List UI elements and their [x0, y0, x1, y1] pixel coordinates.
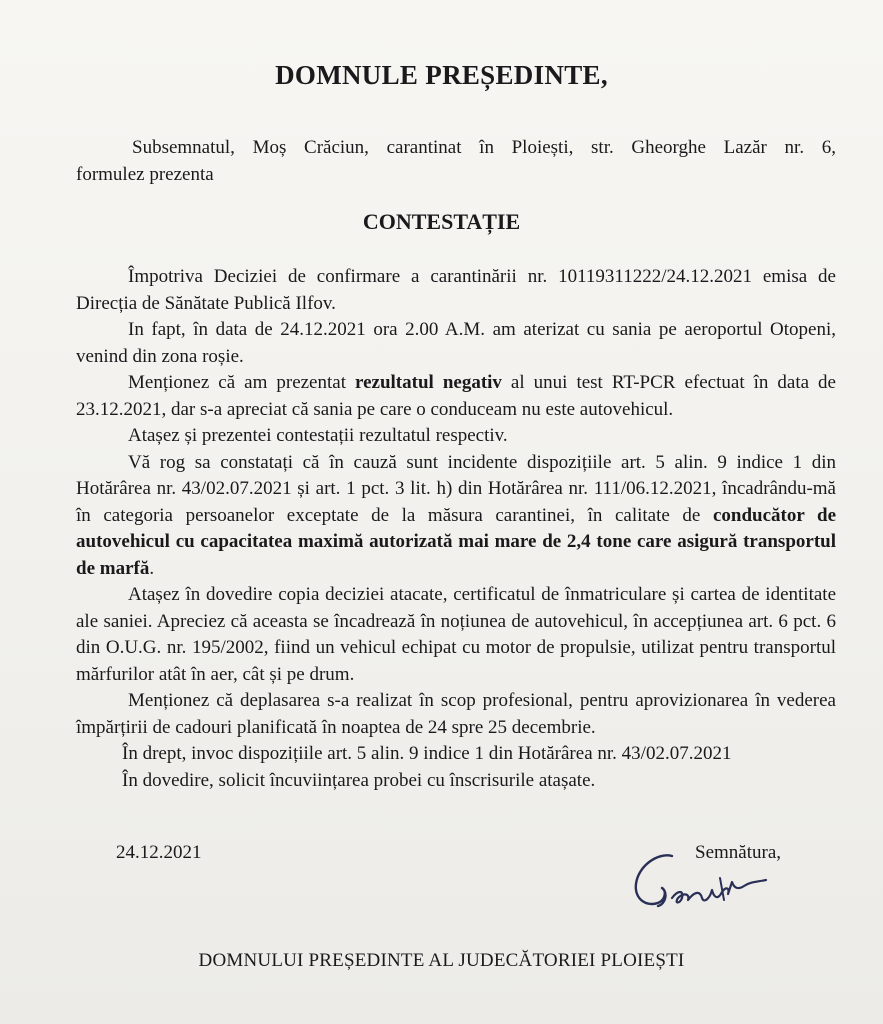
bold-negative-result: rezultatul negativ [355, 372, 502, 393]
intro-paragraph [76, 134, 836, 188]
intro-line-1: Subsemnatul, Moș Crăciun, carantinat în Ploiești, str. Gheorghe Lazăr nr. 6, [132, 137, 836, 158]
closing-addressee: DOMNULUI PREȘEDINTE AL JUDECĂTORIEI PLOIEȘTI [198, 950, 685, 971]
paragraph-law: În drept, invoc dispozițiile art. 5 alin. 9 indice 1 din Hotărârea nr. 43/02.07.2021 [122, 743, 732, 764]
document-date: 24.12.2021 [116, 842, 202, 863]
document-body [76, 264, 836, 794]
paragraph-decision: Împotriva Deciziei de confirmare a carantinării nr. 10119311222/24.12.2021 emisa de Direcția de Sănătate Publică Ilfov. [76, 266, 836, 314]
paragraph-test-result: Menționez că am prezentat rezultatul negativ al unui test RT-PCR efectuat în data de 23.12.2021, dar s-a apreciat că sania pe care o conduceam nu este autovehicul. [76, 372, 836, 420]
paragraph-facts: In fapt, în data de 24.12.2021 ora 2.00 A.M. am aterizat cu sania pe aeroportul Otopeni, venind din zona roșie. [76, 319, 836, 367]
document-title: CONTESTAȚIE [362, 209, 521, 234]
paragraph-legal-basis: Vă rog sa constatați că în cauză sunt incidente dispozițiile art. 5 alin. 9 indice 1 din Hotărârea nr. 43/02.07.2021 și art. 1 pct. 3 lit. h) din Hotărârea nr. 111/06.12.2021, încadrându-mă în categoria persoanelor exceptate de la măsura carantinei, în calitate de conducător de autovehicul cu capacitatea maximă autorizată mai mare de 2,4 tone care asigură transportul de marfă. [76, 451, 837, 579]
intro-line-2: formulez prezenta [76, 164, 214, 185]
paragraph-request: În dovedire, solicit încuviințarea probei cu înscrisurile atașate. [122, 769, 596, 791]
signature-label: Semnătura, [695, 842, 782, 863]
handwritten-signature [628, 842, 828, 922]
paragraph-evidence: Atașez în dovedire copia deciziei atacate, certificatul de înmatriculare și cartea de identitate ale saniei. Apreciez că aceasta se încadrează în noțiunea de autovehicul, în accepțiunea art. 6 pct. 6 din O.U.G. nr. 195/2002, fiind un vehicul echipat cu motor de propulsie, utilizat pentru transportul mărfurilor atât în aer, cât și pe drum. [76, 584, 836, 685]
paragraph-attachment: Atașez și prezentei contestații rezultatul respectiv. [128, 425, 508, 446]
bold-driver-category: conducător de autovehicul cu capacitatea maximă autorizată mai mare de 2,4 tone care asigură transportul de marfă [76, 504, 837, 579]
document-heading: DOMNULE PREȘEDINTE, [275, 60, 608, 90]
paragraph-purpose: Menționez că deplasarea s-a realizat în scop profesional, pentru aprovizionarea în vederea împărțirii de cadouri planificată în noaptea de 24 spre 25 decembrie. [76, 690, 836, 738]
